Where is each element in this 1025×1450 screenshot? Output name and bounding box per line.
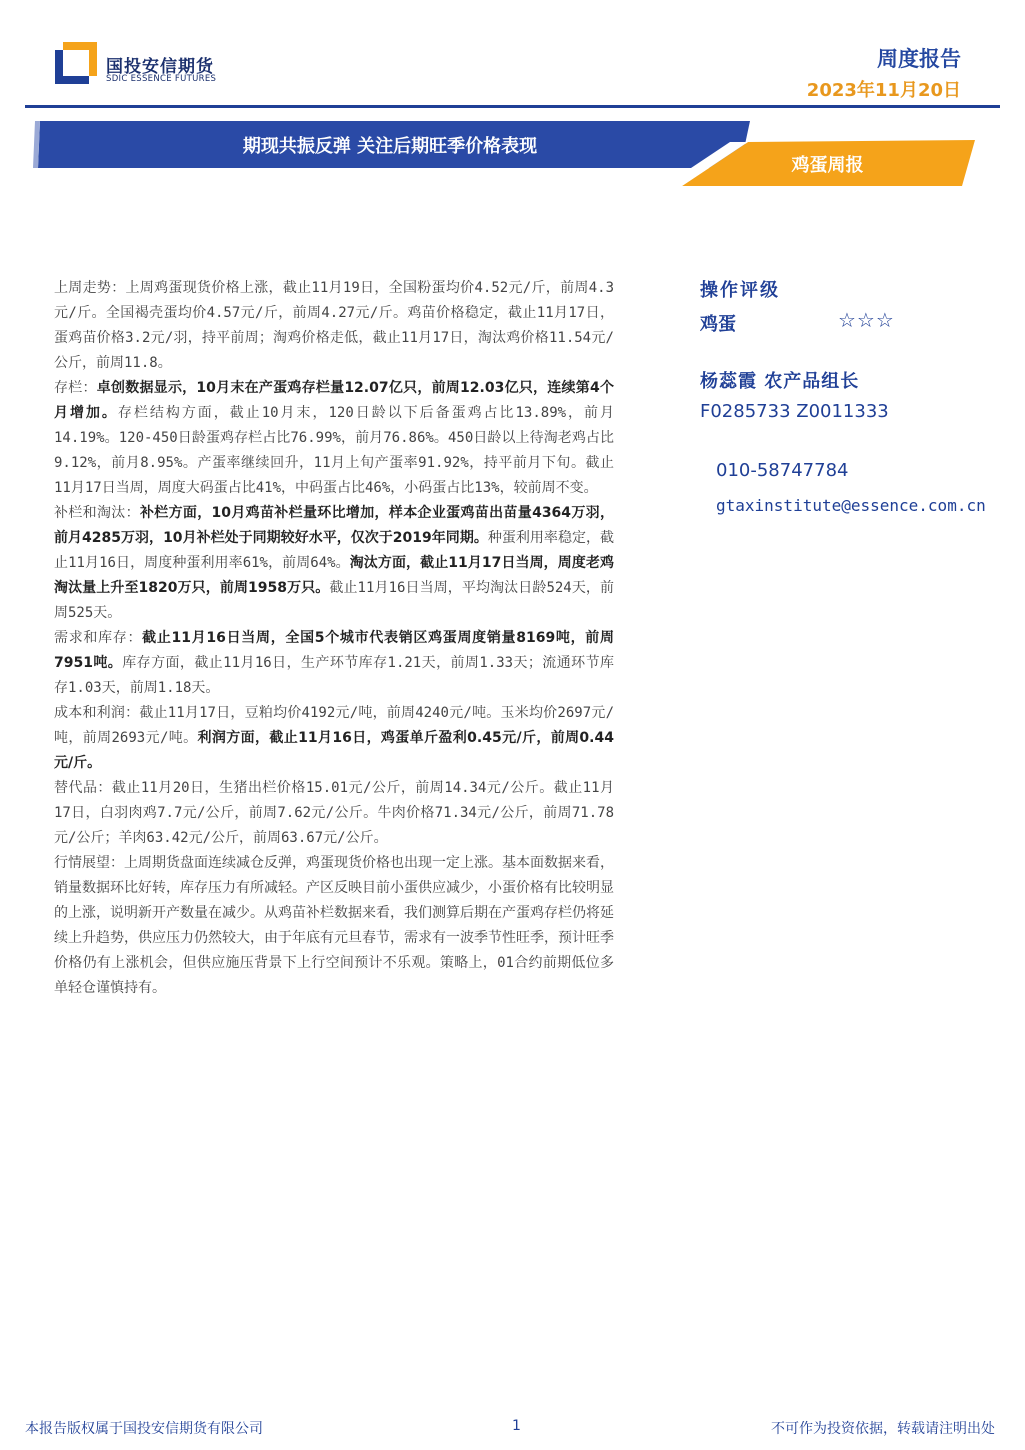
- rating-stars-icon: ☆☆☆: [838, 308, 895, 332]
- company-name-en: SDIC ESSENCE FUTURES: [106, 74, 217, 84]
- rating-product: 鸡蛋: [700, 314, 736, 335]
- company-name: 国投安信期货: [106, 57, 214, 77]
- paragraph-text: 截止11月17日，豆粕均价4192元/吨，前周4240元/吨。玉米均价2697元/吨，前周2693元/吨。: [54, 705, 615, 746]
- report-paragraph: [54, 376, 614, 501]
- paragraph-highlight: 淘汰方面，截止11月17日当周，周度老鸡淘汰量上升至1820万只，前周1958万只。: [54, 555, 614, 596]
- paragraph-heading: 上周走势：: [54, 280, 126, 296]
- paragraph-heading: 替代品：: [54, 780, 112, 796]
- paragraph-text: 存栏结构方面，截止10月末，120日龄以下后备蛋鸡占比13.89%，前月14.19%。120-450日龄蛋鸡存栏占比76.99%，前月76.86%。450日龄以上待淘老鸡占比9.12%，前月8.95%。产蛋率继续回升，11月上旬产蛋率91.92%，持平前月下旬。截止11月17日当周，周度大码蛋占比41%，中码蛋占比46%，小码蛋占比13%，较前周不变。: [54, 405, 615, 496]
- paragraph-highlight: 利润方面，截止11月16日，鸡蛋单斤盈利0.45元/斤，前周0.44元/斤。: [54, 730, 614, 771]
- rating-label: 操作评级: [700, 280, 780, 301]
- header-divider: [25, 105, 1000, 108]
- paragraph-heading: 补栏和淘汰：: [54, 505, 140, 521]
- report-type: 周度报告: [877, 47, 961, 71]
- report-paragraph: [54, 626, 614, 701]
- report-paragraph: [54, 701, 614, 776]
- paragraph-text: 种蛋利用率稳定，截止11月16日，周度种蛋利用率61%，前周64%。: [54, 530, 614, 571]
- paragraph-text: 库存方面，截止11月16日，生产环节库存1.21天，前周1.33天；流通环节库存1.03天，前周1.18天。: [54, 655, 614, 696]
- footer-copyright: 本报告版权属于国投安信期货有限公司: [25, 1421, 263, 1437]
- report-paragraph: [54, 776, 614, 851]
- report-paragraph: [54, 501, 614, 626]
- paragraph-heading: 需求和库存：: [54, 630, 143, 646]
- analyst-certificates: F0285733 Z0011333: [700, 401, 889, 422]
- paragraph-highlight: 卓创数据显示，10月末在产蛋鸡存栏量12.07亿只，前周12.03亿只，连续第4个月增加。: [54, 380, 615, 421]
- paragraph-highlight: 截止11月16日当周，全国5个城市代表销区鸡蛋周度销量8169吨，前周7951吨。: [54, 630, 614, 671]
- analyst-name: 杨蕊霞 农产品组长: [700, 371, 860, 392]
- company-logo-icon: [55, 42, 97, 84]
- report-date: 2023年11月20日: [806, 80, 961, 101]
- paragraph-heading: 存栏：: [54, 380, 97, 396]
- paragraph-text: 截止11月20日，生猪出栏价格15.01元/公斤，前周14.34元/公斤。截止11月17日，白羽肉鸡7.7元/公斤，前周7.62元/公斤。牛肉价格71.34元/公斤，前周71.78元/公斤；羊肉63.42元/公斤，前周63.67元/公斤。: [54, 780, 615, 846]
- report-title: 期现共振反弹 关注后期旺季价格表现: [242, 136, 538, 157]
- footer-disclaimer: 不可作为投资依据，转载请注明出处: [771, 1421, 995, 1437]
- paragraph-highlight: 补栏方面，10月鸡苗补栏量环比增加，样本企业蛋鸡苗出苗量4364万羽，前月4285万羽，10月补栏处于同期较好水平，仅次于2019年同期。: [54, 505, 615, 546]
- report-body: [54, 276, 614, 1001]
- paragraph-text: 上周期货盘面连续减仓反弹，鸡蛋现货价格也出现一定上涨。基本面数据来看，销量数据环比好转，库存压力有所减轻。产区反映目前小蛋供应减少，小蛋价格有比较明显的上涨，说明新开产数量在减少。从鸡苗补栏数据来看，我们测算后期在产蛋鸡存栏仍将延续上升趋势，供应压力仍然较大，由于年底有元旦春节，需求有一波季节性旺季，预计旺季价格仍有上涨机会，但供应施压背景下上行空间预计不乐观。策略上，01合约前期低位多单轻仓谨慎持有。: [54, 855, 614, 996]
- report-paragraph: [54, 276, 614, 376]
- paragraph-text: 上周鸡蛋现货价格上涨，截止11月19日，全国粉蛋均价4.52元/斤，前周4.3元/斤。全国褐壳蛋均价4.57元/斤，前周4.27元/斤。鸡苗价格稳定，截止11月17日，蛋鸡苗价格3.2元/羽，持平前周；淘鸡价格走低，截止11月17日，淘汰鸡价格11.54元/公斤，前周11.8。: [54, 280, 614, 371]
- report-paragraph: [54, 851, 614, 1001]
- contact-email[interactable]: gtaxinstitute@essence.com.cn: [716, 496, 986, 515]
- page-number: 1: [512, 1418, 521, 1434]
- paragraph-text: 截止11月16日当周，平均淘汰日龄524天，前周525天。: [54, 580, 614, 621]
- report-category-tag: 鸡蛋周报: [791, 155, 864, 176]
- paragraph-heading: 行情展望：: [54, 855, 124, 871]
- contact-phone: 010-58747784: [716, 460, 849, 481]
- paragraph-heading: 成本和利润：: [54, 705, 140, 721]
